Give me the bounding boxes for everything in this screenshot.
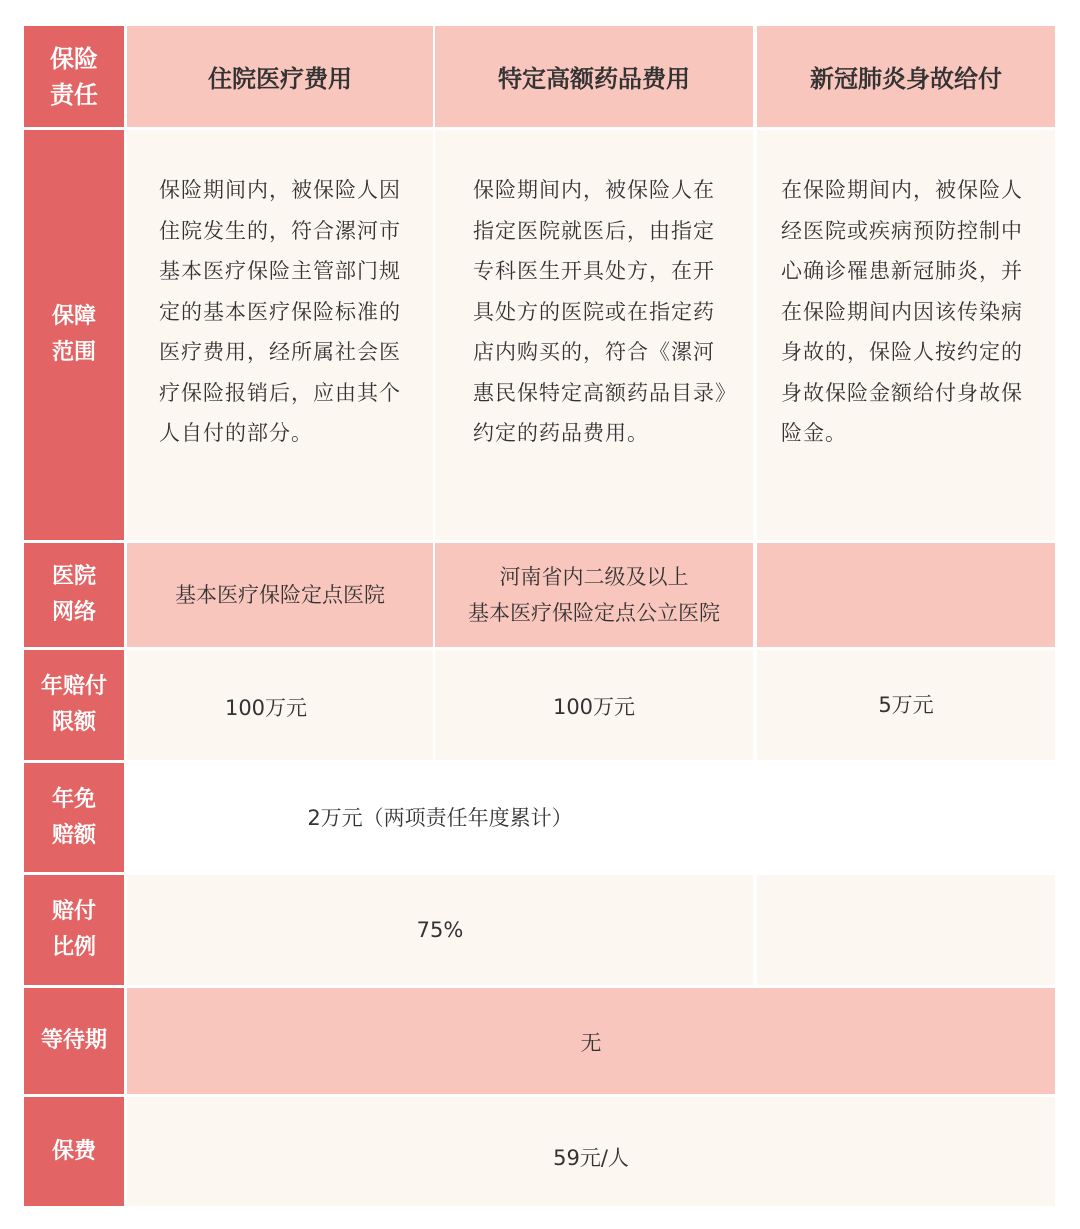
waiting-value: 无 [127, 988, 1055, 1094]
premium-value: 59元/人 [127, 1097, 1055, 1206]
coverage-hospitalization: 保险期间内，被保险人因住院发生的，符合漯河市基本医疗保险主管部门规定的基本医疗保险标准的医疗费用，经所属社会医疗保险报销后，应由其个人自付的部分。 [127, 130, 433, 540]
deductible-empty-cell [757, 763, 1055, 872]
column-header-hospitalization: 住院医疗费用 [127, 26, 433, 127]
annual-limit-hospitalization: 100万元 [127, 650, 433, 760]
ratio-empty-cell [757, 875, 1055, 985]
waiting-label: 等待期 [24, 988, 124, 1094]
annual-limit-covid-death: 5万元 [757, 650, 1055, 760]
coverage-special-drugs: 保险期间内，被保险人在指定医院就医后，由指定专科医生开具处方，在开具处方的医院或在指定药店内购买的，符合《漯河惠民保特定高额药品目录》约定的药品费用。 [435, 130, 753, 540]
deductible-value: 2万元（两项责任年度累计） [127, 763, 753, 872]
network-special-drugs: 河南省内二级及以上 基本医疗保险定点公立医院 [435, 543, 753, 647]
annual-limit-special-drugs: 100万元 [435, 650, 753, 760]
premium-label: 保费 [24, 1097, 124, 1206]
corner-label: 保险 责任 [24, 26, 124, 127]
deductible-label: 年免 赔额 [24, 763, 124, 872]
coverage-covid-death: 在保险期间内，被保险人经医院或疾病预防控制中心确诊罹患新冠肺炎，并在保险期间内因该传染病身故的，保险人按约定的身故保险金额给付身故保险金。 [757, 130, 1055, 540]
coverage-label: 保障 范围 [24, 130, 124, 540]
column-header-covid-death: 新冠肺炎身故给付 [757, 26, 1055, 127]
ratio-label: 赔付 比例 [24, 875, 124, 985]
benefits-table [24, 26, 1055, 1206]
ratio-value: 75% [127, 875, 753, 985]
network-label: 医院 网络 [24, 543, 124, 647]
network-covid-death [757, 543, 1055, 647]
network-hospitalization: 基本医疗保险定点医院 [127, 543, 433, 647]
annual-limit-label: 年赔付 限额 [24, 650, 124, 760]
column-header-special-drugs: 特定高额药品费用 [435, 26, 753, 127]
